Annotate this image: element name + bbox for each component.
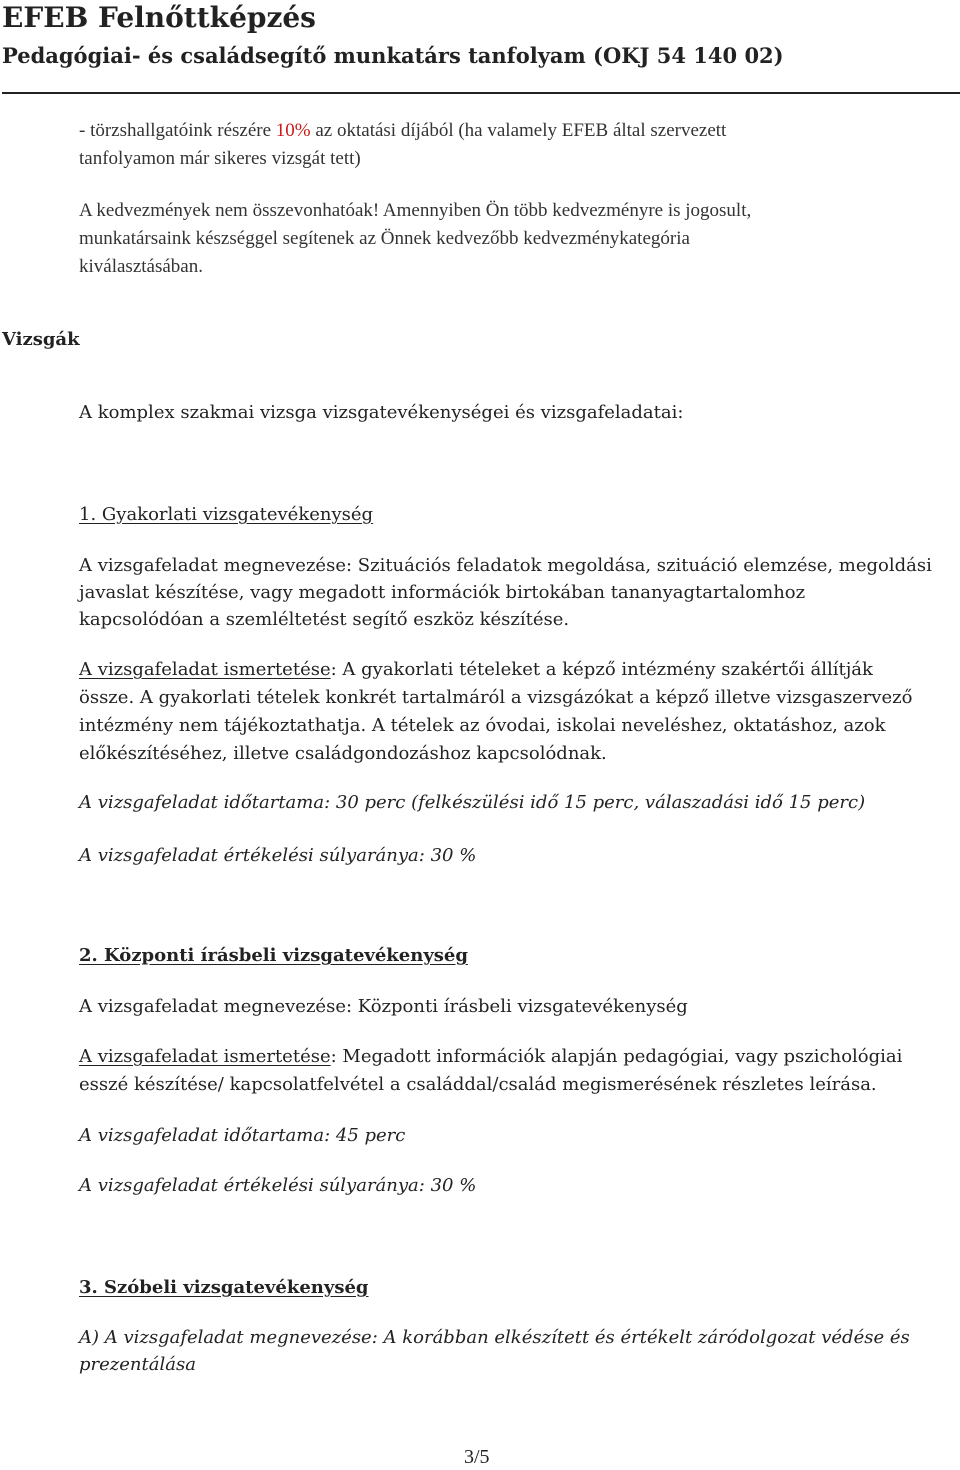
- written-weight: A vizsgafeladat értékelési súlyaránya: 30 %: [79, 1175, 477, 1196]
- exams-intro: A komplex szakmai vizsga vizsgatevékenységei és vizsgafeladatai:: [79, 402, 684, 423]
- oral-a-line-1: A) A vizsgafeladat megnevezése: A korábban elkészített és értékelt záródolgozat védése és: [79, 1327, 910, 1348]
- discount-percent: 10%: [275, 120, 311, 141]
- discount-bullet-line-1: [79, 117, 959, 145]
- practical-desc-line-4: előkészítéséhez, illetve családgondozáshoz kapcsolódnak.: [79, 743, 607, 764]
- oral-a-line-2: prezentálása: [79, 1354, 196, 1375]
- discount-note-line-1: A kedvezmények nem összevonhatóak! Amennyiben Ön több kedvezményre is jogosult,: [79, 200, 752, 221]
- practical-name-line-2: javaslat készítése, vagy megadott információk birtokában tananyagtartalomhoz: [79, 582, 806, 603]
- practical-desc-line-1: [79, 656, 959, 684]
- practical-name-line-1: A vizsgafeladat megnevezése: Szituációs feladatok megoldása, szituáció elemzése, megoldási: [79, 555, 932, 576]
- practical-weight: A vizsgafeladat értékelési súlyaránya: 30 %: [79, 845, 477, 866]
- written-desc-line-2: esszé készítése/ kapcsolatfelvétel a családdal/család megismerésének részletes leírása.: [79, 1074, 877, 1095]
- discount-bullet-prefix: - törzshallgatóink részére: [79, 120, 276, 141]
- section-title-exams: Vizsgák: [2, 329, 80, 350]
- course-title: Pedagógiai- és családsegítő munkatárs tanfolyam (OKJ 54 140 02): [2, 43, 784, 68]
- discount-note-line-2: munkatársaink készséggel segítenek az Önnek kedvezőbb kedvezménykategória: [79, 228, 690, 249]
- written-desc-rest: : Megadott információk alapján pedagógiai, vagy pszichológiai: [330, 1046, 903, 1067]
- oral-title-text: 3. Szóbeli vizsgatevékenység: [79, 1277, 369, 1298]
- practical-desc-line-2: össze. A gyakorlati tételek konkrét tartalmáról a vizsgázókat a képző illetve vizsgaszervező: [79, 687, 913, 708]
- practical-desc-line-3: intézmény nem tájékoztathatja. A tételek az óvodai, iskolai neveléshez, oktatáshoz, azok: [79, 715, 886, 736]
- practical-duration: A vizsgafeladat időtartama: 30 perc (felkészülési idő 15 perc, válaszadási idő 15 perc): [79, 792, 866, 813]
- page-number: 3/5: [464, 1446, 490, 1468]
- brand-title: EFEB Felnőttképzés: [2, 1, 316, 34]
- written-title: [79, 942, 959, 970]
- discount-bullet-line-2: tanfolyamon már sikeres vizsgát tett): [79, 148, 361, 169]
- written-title-text: 2. Központi írásbeli vizsgatevékenység: [79, 945, 468, 966]
- discount-bullet-rest: az oktatási díjából (ha valamely EFEB által szervezett: [310, 120, 727, 141]
- practical-desc-label: A vizsgafeladat ismertetése: [79, 659, 331, 680]
- written-duration: A vizsgafeladat időtartama: 45 perc: [79, 1125, 406, 1146]
- practical-title: [79, 501, 959, 529]
- practical-title-text: 1. Gyakorlati vizsgatevékenység: [79, 504, 374, 525]
- page-header: [2, 0, 960, 94]
- practical-desc-rest: : A gyakorlati tételeket a képző intézmény szakértői állítják: [330, 659, 873, 680]
- discount-note-line-3: kiválasztásában.: [79, 256, 203, 277]
- written-desc-label: A vizsgafeladat ismertetése: [79, 1046, 331, 1067]
- oral-title: [79, 1274, 959, 1302]
- written-name: A vizsgafeladat megnevezése: Központi írásbeli vizsgatevékenység: [79, 996, 688, 1017]
- written-desc-line-1: [79, 1043, 959, 1071]
- practical-name-line-3: kapcsolódóan a szemléltetést segítő eszköz készítése.: [79, 609, 570, 630]
